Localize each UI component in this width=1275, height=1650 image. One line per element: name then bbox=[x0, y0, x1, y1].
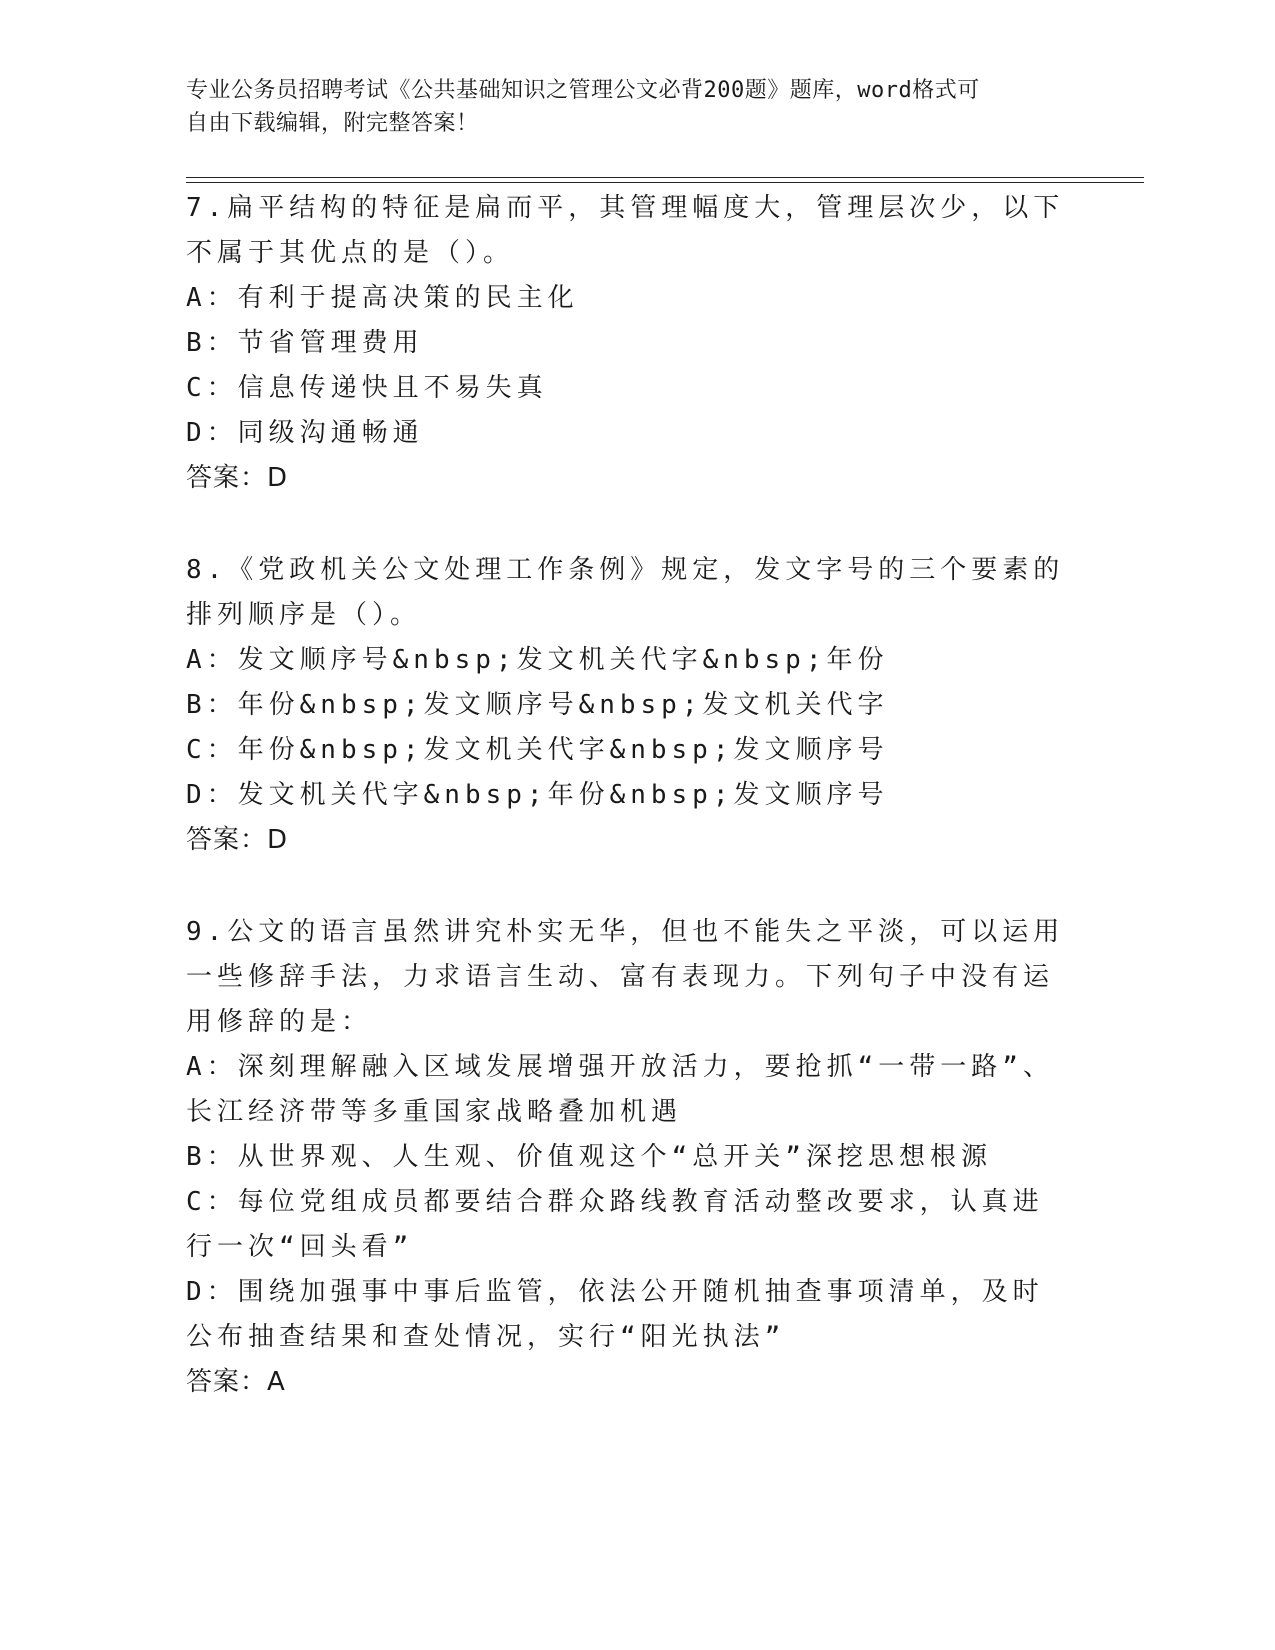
option-b: B：年份&nbsp;发文顺序号&nbsp;发文机关代字 bbox=[186, 690, 889, 720]
header-line-2: 自由下载编辑，附完整答案！ bbox=[186, 111, 479, 136]
answer-line: 答案：D bbox=[186, 825, 289, 855]
question-stem: 8.《党政机关公文处理工作条例》规定，发文字号的三个要素的排列顺序是（）。 bbox=[186, 555, 1065, 630]
question-9 bbox=[186, 910, 1066, 1405]
question-7 bbox=[186, 186, 1066, 501]
header-divider-bottom bbox=[186, 182, 1144, 183]
question-stem: 7.扁平结构的特征是扁而平，其管理幅度大，管理层次少，以下不属于其优点的是（）。 bbox=[186, 193, 1065, 268]
option-a: A：有利于提高决策的民主化 bbox=[186, 283, 579, 313]
option-c: C：年份&nbsp;发文机关代字&nbsp;发文顺序号 bbox=[186, 735, 889, 765]
header-line-1: 专业公务员招聘考试《公共基础知识之管理公文必背200题》题库，word格式可 bbox=[186, 78, 980, 103]
header-divider-top bbox=[186, 177, 1144, 178]
option-b: B：节省管理费用 bbox=[186, 328, 424, 358]
option-a: A：发文顺序号&nbsp;发文机关代字&nbsp;年份 bbox=[186, 645, 889, 675]
question-8 bbox=[186, 548, 1066, 863]
option-d: D：围绕加强事中事后监管，依法公开随机抽查事项清单，及时公布抽查结果和查处情况，实行“阳光执法” bbox=[186, 1277, 1044, 1352]
answer-line: 答案：A bbox=[186, 1367, 286, 1397]
option-a: A：深刻理解融入区域发展增强开放活力，要抢抓“一带一路”、长江经济带等多重国家战略叠加机遇 bbox=[186, 1052, 1054, 1127]
answer-line: 答案：D bbox=[186, 463, 289, 493]
option-d: D：发文机关代字&nbsp;年份&nbsp;发文顺序号 bbox=[186, 780, 889, 810]
option-c: C：信息传递快且不易失真 bbox=[186, 373, 548, 403]
option-d: D：同级沟通畅通 bbox=[186, 418, 424, 448]
option-b: B：从世界观、人生观、价值观这个“总开关”深挖思想根源 bbox=[186, 1142, 992, 1172]
document-header bbox=[186, 74, 1066, 140]
question-list bbox=[186, 186, 1066, 1452]
question-stem: 9.公文的语言虽然讲究朴实无华，但也不能失之平淡，可以运用一些修辞手法，力求语言生动、富有表现力。下列句子中没有运用修辞的是： bbox=[186, 917, 1065, 1037]
option-c: C：每位党组成员都要结合群众路线教育活动整改要求，认真进行一次“回头看” bbox=[186, 1187, 1044, 1262]
